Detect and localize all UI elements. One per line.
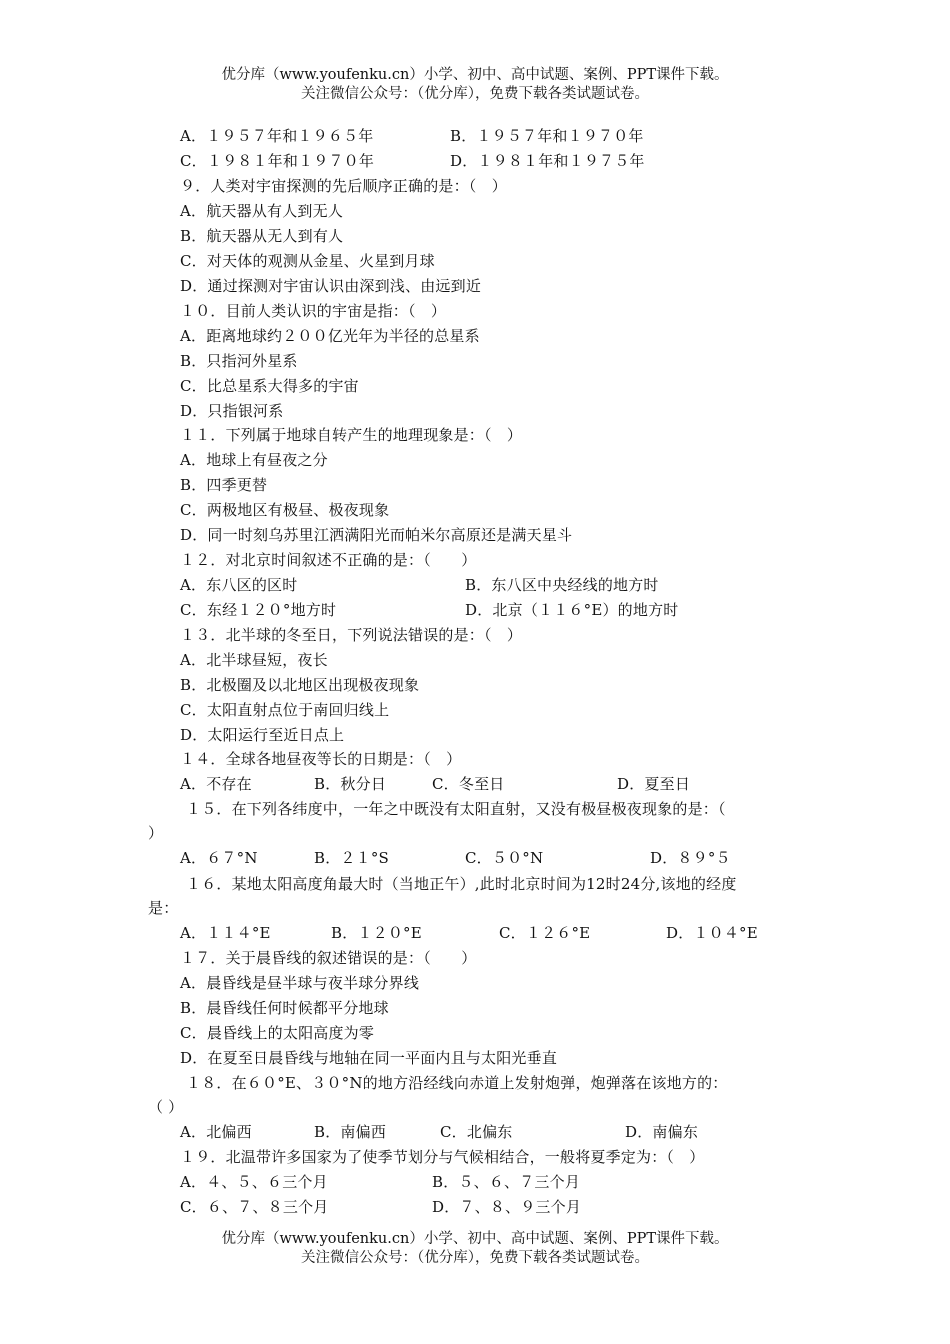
q8-option-a: A．１９５７年和１９６５年 [180,127,374,145]
q9-option-b: B．航天器从无人到有人 [180,227,344,245]
footer-line-1: 优分库（www.youfenku.cn）小学、初中、高中试题、案例、PPT课件下载。 [221,1231,729,1247]
q11-option-c: C．两极地区有极昼、极夜现象 [180,501,390,519]
q10-option-a: A．距离地球约２００亿光年为半径的总星系 [180,327,480,345]
q11-option-d: D．同一时刻乌苏里江洒满阳光而帕米尔高原还是满天星斗 [180,526,573,544]
q12-option-a: A．东八区的区时 [180,576,298,594]
q12-option-b: B．东八区中央经线的地方时 [465,576,659,594]
q17-option-c: C．晨昏线上的太阳高度为零 [180,1024,375,1042]
q16-option-c: C．１２６°E [499,924,591,942]
q12-option-d: D．北京（１１６°E）的地方时 [465,601,679,619]
q16-option-a: A．１１４°E [180,924,271,942]
q13-option-d: D．太阳运行至近日点上 [180,726,345,744]
q13-option-c: C．太阳直射点位于南回归线上 [180,701,390,719]
q8-option-c: C．１９８１年和１９７０年 [180,152,375,170]
q9-stem: ９．人类对宇宙探测的先后顺序正确的是：（ ） [180,177,507,195]
q9-option-c: C．对天体的观测从金星、火星到月球 [180,252,435,270]
q8-option-d: D．１９８１年和１９７５年 [450,152,645,170]
q19-stem: １９．北温带许多国家为了使季节划分与气候相结合，一般将夏季定为：（ ） [180,1148,705,1166]
q14-option-a: A．不存在 [180,775,252,793]
q16-option-d: D．１０４°E [666,924,758,942]
q15-option-a: A．６７°N [180,849,258,867]
q14-option-b: B．秋分日 [314,775,387,793]
q15-option-d: D．８９°５ [650,849,731,867]
q9-option-a: A．航天器从有人到无人 [180,202,344,220]
q18-option-c: C．北偏东 [440,1123,513,1141]
q15-option-b: B．２１°S [314,849,389,867]
q10-option-d: D．只指银河系 [180,402,284,420]
q16-stem: １６．某地太阳高度角最大时（当地正午）,此时北京时间为12时24分,该地的经度 [186,875,737,893]
q18-stem-continued: （ ） [148,1098,184,1116]
q12-option-c: C．东经１２０°地方时 [180,601,337,619]
q16-option-b: B．１２０°E [331,924,422,942]
q17-stem: １７．关于晨昏线的叙述错误的是：（ ） [180,949,477,967]
q11-option-a: A．地球上有昼夜之分 [180,451,328,469]
q15-stem: １５．在下列各纬度中，一年之中既没有太阳直射，又没有极昼极夜现象的是：（ [186,800,726,818]
q11-stem: １１．下列属于地球自转产生的地理现象是：（ ） [180,426,523,444]
q13-option-a: A．北半球昼短，夜长 [180,651,328,669]
q15-stem-continued: ） [148,824,164,842]
q13-stem: １３．北半球的冬至日，下列说法错误的是：（ ） [180,626,523,644]
q18-stem: １８．在６０°E、３０°N的地方沿经线向赤道上发射炮弹，炮弹落在该地方的： [186,1074,728,1092]
q16-stem-continued: 是： [148,899,179,917]
q10-option-b: B．只指河外星系 [180,352,298,370]
q17-option-b: B．晨昏线任何时候都平分地球 [180,999,389,1017]
q19-option-c: C．６、７、８三个月 [180,1198,329,1216]
q19-option-b: B．５、６、７三个月 [432,1173,581,1191]
page-footer [0,1230,950,1268]
q12-stem: １２．对北京时间叙述不正确的是：（ ） [180,551,477,569]
q18-option-d: D．南偏东 [625,1123,699,1141]
header-line-1: 优分库（www.youfenku.cn）小学、初中、高中试题、案例、PPT课件下载。 [221,67,729,83]
q14-stem: １４．全球各地昼夜等长的日期是：（ ） [180,750,462,768]
q18-option-b: B．南偏西 [314,1123,387,1141]
q8-option-b: B．１９５７年和１９７０年 [450,127,644,145]
q19-option-a: A．４、５、６三个月 [180,1173,328,1191]
page-header [0,66,950,104]
q19-option-d: D．７、８、９三个月 [432,1198,582,1216]
q15-option-c: C．５０°N [465,849,544,867]
q13-option-b: B．北极圈及以北地区出现极夜现象 [180,676,420,694]
q14-option-d: D．夏至日 [617,775,691,793]
q18-option-a: A．北偏西 [180,1123,252,1141]
q10-stem: １０．目前人类认识的宇宙是指：（ ） [180,302,447,320]
footer-line-2: 关注微信公众号：（优分库），免费下载各类试题试卷。 [301,1250,649,1266]
q11-option-b: B．四季更替 [180,476,268,494]
q10-option-c: C．比总星系大得多的宇宙 [180,377,359,395]
header-line-2: 关注微信公众号：（优分库），免费下载各类试题试卷。 [301,86,649,102]
q17-option-d: D．在夏至日晨昏线与地轴在同一平面内且与太阳光垂直 [180,1049,558,1067]
q17-option-a: A．晨昏线是昼半球与夜半球分界线 [180,974,420,992]
q14-option-c: C．冬至日 [432,775,505,793]
q9-option-d: D．通过探测对宇宙认识由深到浅、由远到近 [180,277,482,295]
